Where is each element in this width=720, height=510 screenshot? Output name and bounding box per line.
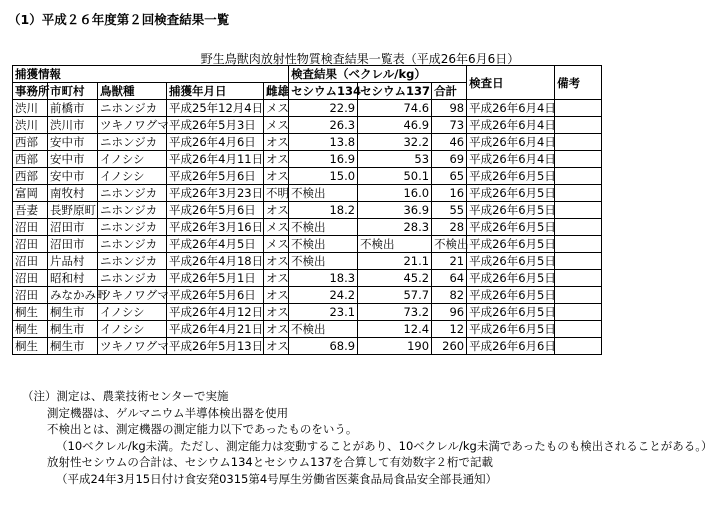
cell-species: ニホンジカ [98, 185, 167, 202]
cell-cs137: 36.9 [358, 202, 432, 219]
cell-remarks [555, 304, 602, 321]
cell-cs137: 12.4 [358, 321, 432, 338]
cell-remarks [555, 168, 602, 185]
table-row [13, 185, 602, 202]
cell-municipality: 桐生市 [48, 304, 98, 321]
cell-capture-date: 平成26年3月23日 [167, 185, 264, 202]
cell-cs134: 18.2 [289, 202, 358, 219]
cell-test-date: 平成26年6月4日 [467, 151, 555, 168]
cell-remarks [555, 134, 602, 151]
cell-total: 96 [432, 304, 467, 321]
cell-test-date: 平成26年6月4日 [467, 100, 555, 117]
cell-remarks [555, 236, 602, 253]
cell-sex: オス [264, 151, 289, 168]
cell-capture-date: 平成26年4月18日 [167, 253, 264, 270]
cell-total: 260 [432, 338, 467, 355]
cell-municipality: 前橋市 [48, 100, 98, 117]
cell-species: ニホンジカ [98, 270, 167, 287]
cell-cs134: 24.2 [289, 287, 358, 304]
cell-cs137: 不検出 [358, 236, 432, 253]
table-row [13, 321, 602, 338]
cell-test-date: 平成26年6月5日 [467, 304, 555, 321]
cell-species: ニホンジカ [98, 100, 167, 117]
cell-species: イノシシ [98, 151, 167, 168]
cell-cs134: 18.3 [289, 270, 358, 287]
cell-sex: オス [264, 338, 289, 355]
column-header-species: 鳥獣種 [98, 83, 167, 100]
cell-species: ニホンジカ [98, 236, 167, 253]
cell-cs134: 不検出 [289, 219, 358, 236]
cell-remarks [555, 270, 602, 287]
cell-cs137: 46.9 [358, 117, 432, 134]
cell-sex: オス [264, 270, 289, 287]
cell-remarks [555, 219, 602, 236]
cell-total: 73 [432, 117, 467, 134]
cell-capture-date: 平成26年4月6日 [167, 134, 264, 151]
cell-test-date: 平成26年6月5日 [467, 168, 555, 185]
cell-cs134: 23.1 [289, 304, 358, 321]
cell-species: ツキノワグマ [98, 338, 167, 355]
cell-municipality: みなかみ町 [48, 287, 98, 304]
note-1: （注）測定は、農業技術センターで実施 [22, 389, 229, 403]
remarks-header: 備考 [555, 66, 602, 100]
cell-office: 西部 [13, 168, 48, 185]
cell-sex: メス [264, 236, 289, 253]
cell-test-date: 平成26年6月5日 [467, 287, 555, 304]
cell-test-date: 平成26年6月6日 [467, 338, 555, 355]
cell-capture-date: 平成26年3月16日 [167, 219, 264, 236]
cell-remarks [555, 185, 602, 202]
note-5: 放射性セシウムの合計は、セシウム134とセシウム137を合算して有効数字２桁で記載 [47, 455, 494, 470]
cell-municipality: 昭和村 [48, 270, 98, 287]
cell-total: 12 [432, 321, 467, 338]
cell-sex: オス [264, 287, 289, 304]
cell-office: 沼田 [13, 253, 48, 270]
cell-remarks [555, 253, 602, 270]
cell-test-date: 平成26年6月4日 [467, 134, 555, 151]
cell-municipality: 長野原町 [48, 202, 98, 219]
column-header-office: 事務所 [13, 83, 48, 100]
cell-remarks [555, 117, 602, 134]
note-6: （平成24年3月15日付け食安発0315第4号厚生労働省医薬食品局食品安全部長通知） [56, 471, 498, 486]
cell-cs137: 45.2 [358, 270, 432, 287]
group-header-row [13, 66, 602, 83]
column-header-capture-date: 捕獲年月日 [167, 83, 264, 100]
cell-species: ニホンジカ [98, 134, 167, 151]
cell-sex: オス [264, 321, 289, 338]
cell-total: 55 [432, 202, 467, 219]
results-table [12, 65, 602, 355]
cell-office: 桐生 [13, 304, 48, 321]
cell-sex: オス [264, 134, 289, 151]
cell-species: ニホンジカ [98, 219, 167, 236]
cell-test-date: 平成26年6月5日 [467, 321, 555, 338]
cell-total: 69 [432, 151, 467, 168]
table-row [13, 151, 602, 168]
cell-sex: オス [264, 304, 289, 321]
cell-sex: オス [264, 168, 289, 185]
cell-cs134: 68.9 [289, 338, 358, 355]
cell-species: イノシシ [98, 321, 167, 338]
cell-municipality: 南牧村 [48, 185, 98, 202]
cell-capture-date: 平成26年5月13日 [167, 338, 264, 355]
cell-cs134: 13.8 [289, 134, 358, 151]
cell-capture-date: 平成26年5月6日 [167, 202, 264, 219]
cell-total: 82 [432, 287, 467, 304]
cell-office: 渋川 [13, 117, 48, 134]
cell-cs137: 73.2 [358, 304, 432, 321]
cell-cs137: 74.6 [358, 100, 432, 117]
cell-office: 沼田 [13, 287, 48, 304]
note-3: 不検出とは、測定機器の測定能力以下であったものをいう。 [47, 422, 358, 437]
cell-municipality: 渋川市 [48, 117, 98, 134]
cell-cs137: 50.1 [358, 168, 432, 185]
cell-total: 不検出 [432, 236, 467, 253]
cell-test-date: 平成26年6月5日 [467, 219, 555, 236]
capture-info-header: 捕獲情報 [13, 66, 289, 83]
cell-municipality: 安中市 [48, 134, 98, 151]
note-2: 測定機器は、ゲルマニウム半導体検出器を使用 [47, 405, 289, 420]
cell-cs134: 22.9 [289, 100, 358, 117]
cell-cs137: 53 [358, 151, 432, 168]
cell-species: ツキノワグマ [98, 117, 167, 134]
cell-office: 沼田 [13, 270, 48, 287]
cell-remarks [555, 338, 602, 355]
cell-municipality: 安中市 [48, 168, 98, 185]
table-row [13, 236, 602, 253]
cell-sex: メス [264, 219, 289, 236]
cell-test-date: 平成26年6月4日 [467, 117, 555, 134]
table-row [13, 338, 602, 355]
cell-sex: オス [264, 253, 289, 270]
cell-total: 98 [432, 100, 467, 117]
cell-capture-date: 平成26年4月21日 [167, 321, 264, 338]
cell-capture-date: 平成26年4月12日 [167, 304, 264, 321]
table-row [13, 304, 602, 321]
cell-cs137: 57.7 [358, 287, 432, 304]
cell-sex: オス [264, 202, 289, 219]
note-4: （10ベクレル/kg未満。ただし、測定能力は変動することがあり、10ベクレル/kg未満であったものも検出されることがある。） [56, 438, 713, 453]
cell-total: 65 [432, 168, 467, 185]
cell-cs134: 不検出 [289, 321, 358, 338]
cell-capture-date: 平成26年4月11日 [167, 151, 264, 168]
cell-test-date: 平成26年6月5日 [467, 270, 555, 287]
cell-cs137: 32.2 [358, 134, 432, 151]
cell-cs134: 26.3 [289, 117, 358, 134]
table-row [13, 270, 602, 287]
column-header-total: 合計 [432, 83, 467, 100]
section-heading: （1）平成２６年度第２回検査結果一覧 [8, 12, 230, 27]
notes [22, 388, 713, 488]
cell-capture-date: 平成26年5月6日 [167, 287, 264, 304]
cell-office: 渋川 [13, 100, 48, 117]
cell-municipality: 桐生市 [48, 321, 98, 338]
cell-cs134: 不検出 [289, 236, 358, 253]
cell-sex: メス [264, 100, 289, 117]
test-date-header: 検査日 [467, 66, 555, 100]
cell-office: 桐生 [13, 321, 48, 338]
cell-remarks [555, 100, 602, 117]
cell-remarks [555, 321, 602, 338]
cell-total: 16 [432, 185, 467, 202]
cell-municipality: 沼田市 [48, 219, 98, 236]
cell-species: ツキノワグマ [98, 287, 167, 304]
column-header-cs134: セシウム134 [289, 83, 358, 100]
cell-remarks [555, 151, 602, 168]
cell-municipality: 桐生市 [48, 338, 98, 355]
table-title: 野生鳥獣肉放射性物質検査結果一覧表（平成26年6月6日） [200, 52, 520, 66]
table-row [13, 253, 602, 270]
cell-cs137: 16.0 [358, 185, 432, 202]
cell-total: 64 [432, 270, 467, 287]
cell-capture-date: 平成26年4月5日 [167, 236, 264, 253]
cell-cs137: 28.3 [358, 219, 432, 236]
cell-test-date: 平成26年6月5日 [467, 185, 555, 202]
cell-species: イノシシ [98, 304, 167, 321]
cell-office: 沼田 [13, 236, 48, 253]
table-row [13, 134, 602, 151]
cell-total: 28 [432, 219, 467, 236]
cell-municipality: 片品村 [48, 253, 98, 270]
cell-office: 吾妻 [13, 202, 48, 219]
cell-cs137: 190 [358, 338, 432, 355]
table-row [13, 202, 602, 219]
cell-capture-date: 平成25年12月4日 [167, 100, 264, 117]
cell-capture-date: 平成26年5月6日 [167, 168, 264, 185]
cell-office: 富岡 [13, 185, 48, 202]
cell-capture-date: 平成26年5月1日 [167, 270, 264, 287]
cell-sex: メス [264, 117, 289, 134]
cell-total: 21 [432, 253, 467, 270]
column-header-municipality: 市町村 [48, 83, 98, 100]
cell-test-date: 平成26年6月5日 [467, 202, 555, 219]
cell-office: 桐生 [13, 338, 48, 355]
cell-cs134: 不検出 [289, 253, 358, 270]
cell-remarks [555, 287, 602, 304]
cell-municipality: 安中市 [48, 151, 98, 168]
cell-capture-date: 平成26年5月3日 [167, 117, 264, 134]
table-row [13, 117, 602, 134]
table-row [13, 100, 602, 117]
cell-sex: 不明 [264, 185, 289, 202]
table-row [13, 219, 602, 236]
cell-municipality: 沼田市 [48, 236, 98, 253]
cell-test-date: 平成26年6月5日 [467, 253, 555, 270]
column-header-sex: 雌雄 [264, 83, 289, 100]
cell-cs134: 15.0 [289, 168, 358, 185]
table-row [13, 287, 602, 304]
cell-species: イノシシ [98, 168, 167, 185]
cell-cs137: 21.1 [358, 253, 432, 270]
column-header-cs137: セシウム137 [358, 83, 432, 100]
cell-test-date: 平成26年6月5日 [467, 236, 555, 253]
cell-cs134: 不検出 [289, 185, 358, 202]
cell-remarks [555, 202, 602, 219]
cell-species: ニホンジカ [98, 202, 167, 219]
table-row [13, 168, 602, 185]
cell-office: 西部 [13, 134, 48, 151]
cell-cs134: 16.9 [289, 151, 358, 168]
cell-office: 沼田 [13, 219, 48, 236]
cell-total: 46 [432, 134, 467, 151]
cell-office: 西部 [13, 151, 48, 168]
test-results-header: 検査結果（ベクレル/kg） [289, 66, 467, 83]
cell-species: ニホンジカ [98, 253, 167, 270]
